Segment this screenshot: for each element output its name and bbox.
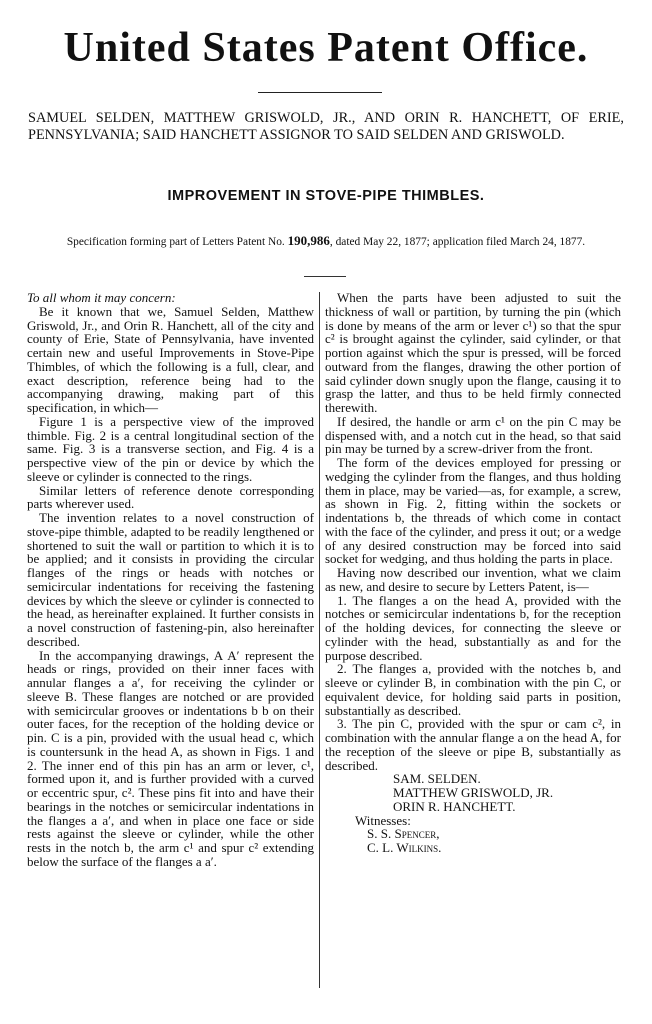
paragraph: In the accompanying drawings, A A′ represent the heads or rings, provided on their inner faces with annular flanges a a′, for receiving the cylinder or sleeve B. These flanges are notched or are provided with semicircular grooves or indentations b b on their outer faces, for the reception of the holding device or pin. C is a pin, provided with the usual head c, which is countersunk in the head A, as shown in Figs. 1 and 2. The inner end of this pin has an arm or lever, c¹, formed upon it, and is further provided with a curved or eccentric spur, c². These pins fit into and have their bearings in the notches or semicircular indentations in the flanges a a′, and when in place one face or side rests against the sleeve or cylinder, while the other rests in the notch b, the arm c¹ and spur c² extending below the surface of the flanges a a′. — [27, 647, 314, 869]
specification-line — [40, 233, 612, 250]
patent-number: 190,986 — [287, 233, 330, 248]
inventors-line: SAMUEL SELDEN, MATTHEW GRISWOLD, JR., AND ORIN R. HANCHETT, OF ERIE, PENNSYLVANIA; SAID HANCHETT ASSIGNOR TO SAID SELDEN AND GRISWOLD. — [28, 110, 624, 143]
left-column — [27, 291, 314, 869]
paragraph: The invention relates to a novel construction of stove-pipe thimble, adapted to be readily lengthened or shortened to suit the wall or partition to which it is to be applied; and it consists in providing the circular flanges of the rings or heads with notches or semicircular indentations for receiving the fastening devices by which the sleeve or cylinder is connected to the head, as hereinafter explained. It further consists in a novel construction of fastening-pin, also hereinafter described. — [27, 510, 314, 649]
office-heading: United States Patent Office. — [63, 25, 589, 71]
claim: 2. The flanges a, provided with the notches b, and sleeve or cylinder B, in combination with the pin C, or equivalent device, for holding said parts in position, substantially as described. — [325, 661, 621, 718]
paragraph: Having now described our invention, what we claim as new, and desire to secure by Letters Patent, is— — [325, 565, 621, 594]
signature-selden: SAM. SELDEN. — [393, 771, 481, 787]
paragraph: When the parts have been adjusted to suit the thickness of wall or partition, by turning the pin (which is done by means of the arm or lever c¹) so that the spur c² is brought against the cylinder, said cylinder, or that portion against which the spur is pressed, will be forced outward from the flanges, drawing the other portion of said cylinder down snugly upon the flange, causing it to grasp the latter, and thus to be held firmly connected therewith. — [325, 290, 621, 415]
claim: 3. The pin C, provided with the spur or cam c², in combination with the annular flange a on the head A, for the reception of the sleeve or pipe B, substantially as described. — [325, 716, 621, 773]
witness-spencer: S. S. Spencer, — [367, 826, 440, 842]
spec-rule — [304, 276, 346, 277]
paragraph: Be it known that we, Samuel Selden, Matthew Griswold, Jr., and Orin R. Hanchett, all of the city and county of Erie, State of Pennsylvania, have invented certain new and useful Improvements in Stove-Pipe Thimbles, of which the following is a full, clear, and exact description, reference being had to the accompanying drawing, making part of this specification, in which— — [27, 303, 314, 415]
paragraph: Similar letters of reference denote corresponding parts wherever used. — [27, 482, 314, 512]
signature-griswold: MATTHEW GRISWOLD, JR. — [393, 785, 554, 800]
witness-wilkins: C. L. Wilkins. — [367, 840, 442, 855]
patent-title: IMPROVEMENT IN STOVE-PIPE THIMBLES. — [167, 188, 485, 204]
spec-suffix: , dated May 22, 1877; application filed March 24, 1877. — [329, 236, 586, 248]
claim: 1. The flanges a on the head A, provided with the notches or semicircular indentations b, for the reception of the holding devices, for connecting the sleeve or cylinder with the head, substantially as and for the purpose described. — [325, 592, 621, 663]
spec-prefix: Specification forming part of Letters Patent No. — [66, 236, 288, 248]
right-column — [325, 291, 621, 855]
header-rule — [258, 92, 382, 93]
paragraph: The form of the devices employed for pressing or wedging the cylinder from the flanges, and thus holding them in place, may be varied—as, for example, a screw, as shown in Fig. 2, fitting within the sockets or indentations b, the threads of which come in contact with the face of the cylinder, and press it out; or a wedge of any desired construction may be forced into said socket for wedging, and thus holding the parts in place. — [325, 455, 621, 567]
witnesses-label: Witnesses: — [355, 812, 411, 828]
column-divider — [319, 292, 320, 988]
salutation: To all whom it may concern: — [27, 290, 176, 305]
paragraph: If desired, the handle or arm c¹ on the pin C may be dispensed with, and a notch cut in the head, so that said pin may be turned by a screw-driver from the front. — [325, 413, 621, 457]
signature-hanchett: ORIN R. HANCHETT. — [393, 798, 516, 814]
paragraph: Figure 1 is a perspective view of the improved thimble. Fig. 2 is a central longitudinal section of the same. Fig. 3 is a transverse section, and Fig. 4 is a perspective view of the pin or device by which the sleeve or cylinder is connected to the rings. — [27, 413, 314, 484]
